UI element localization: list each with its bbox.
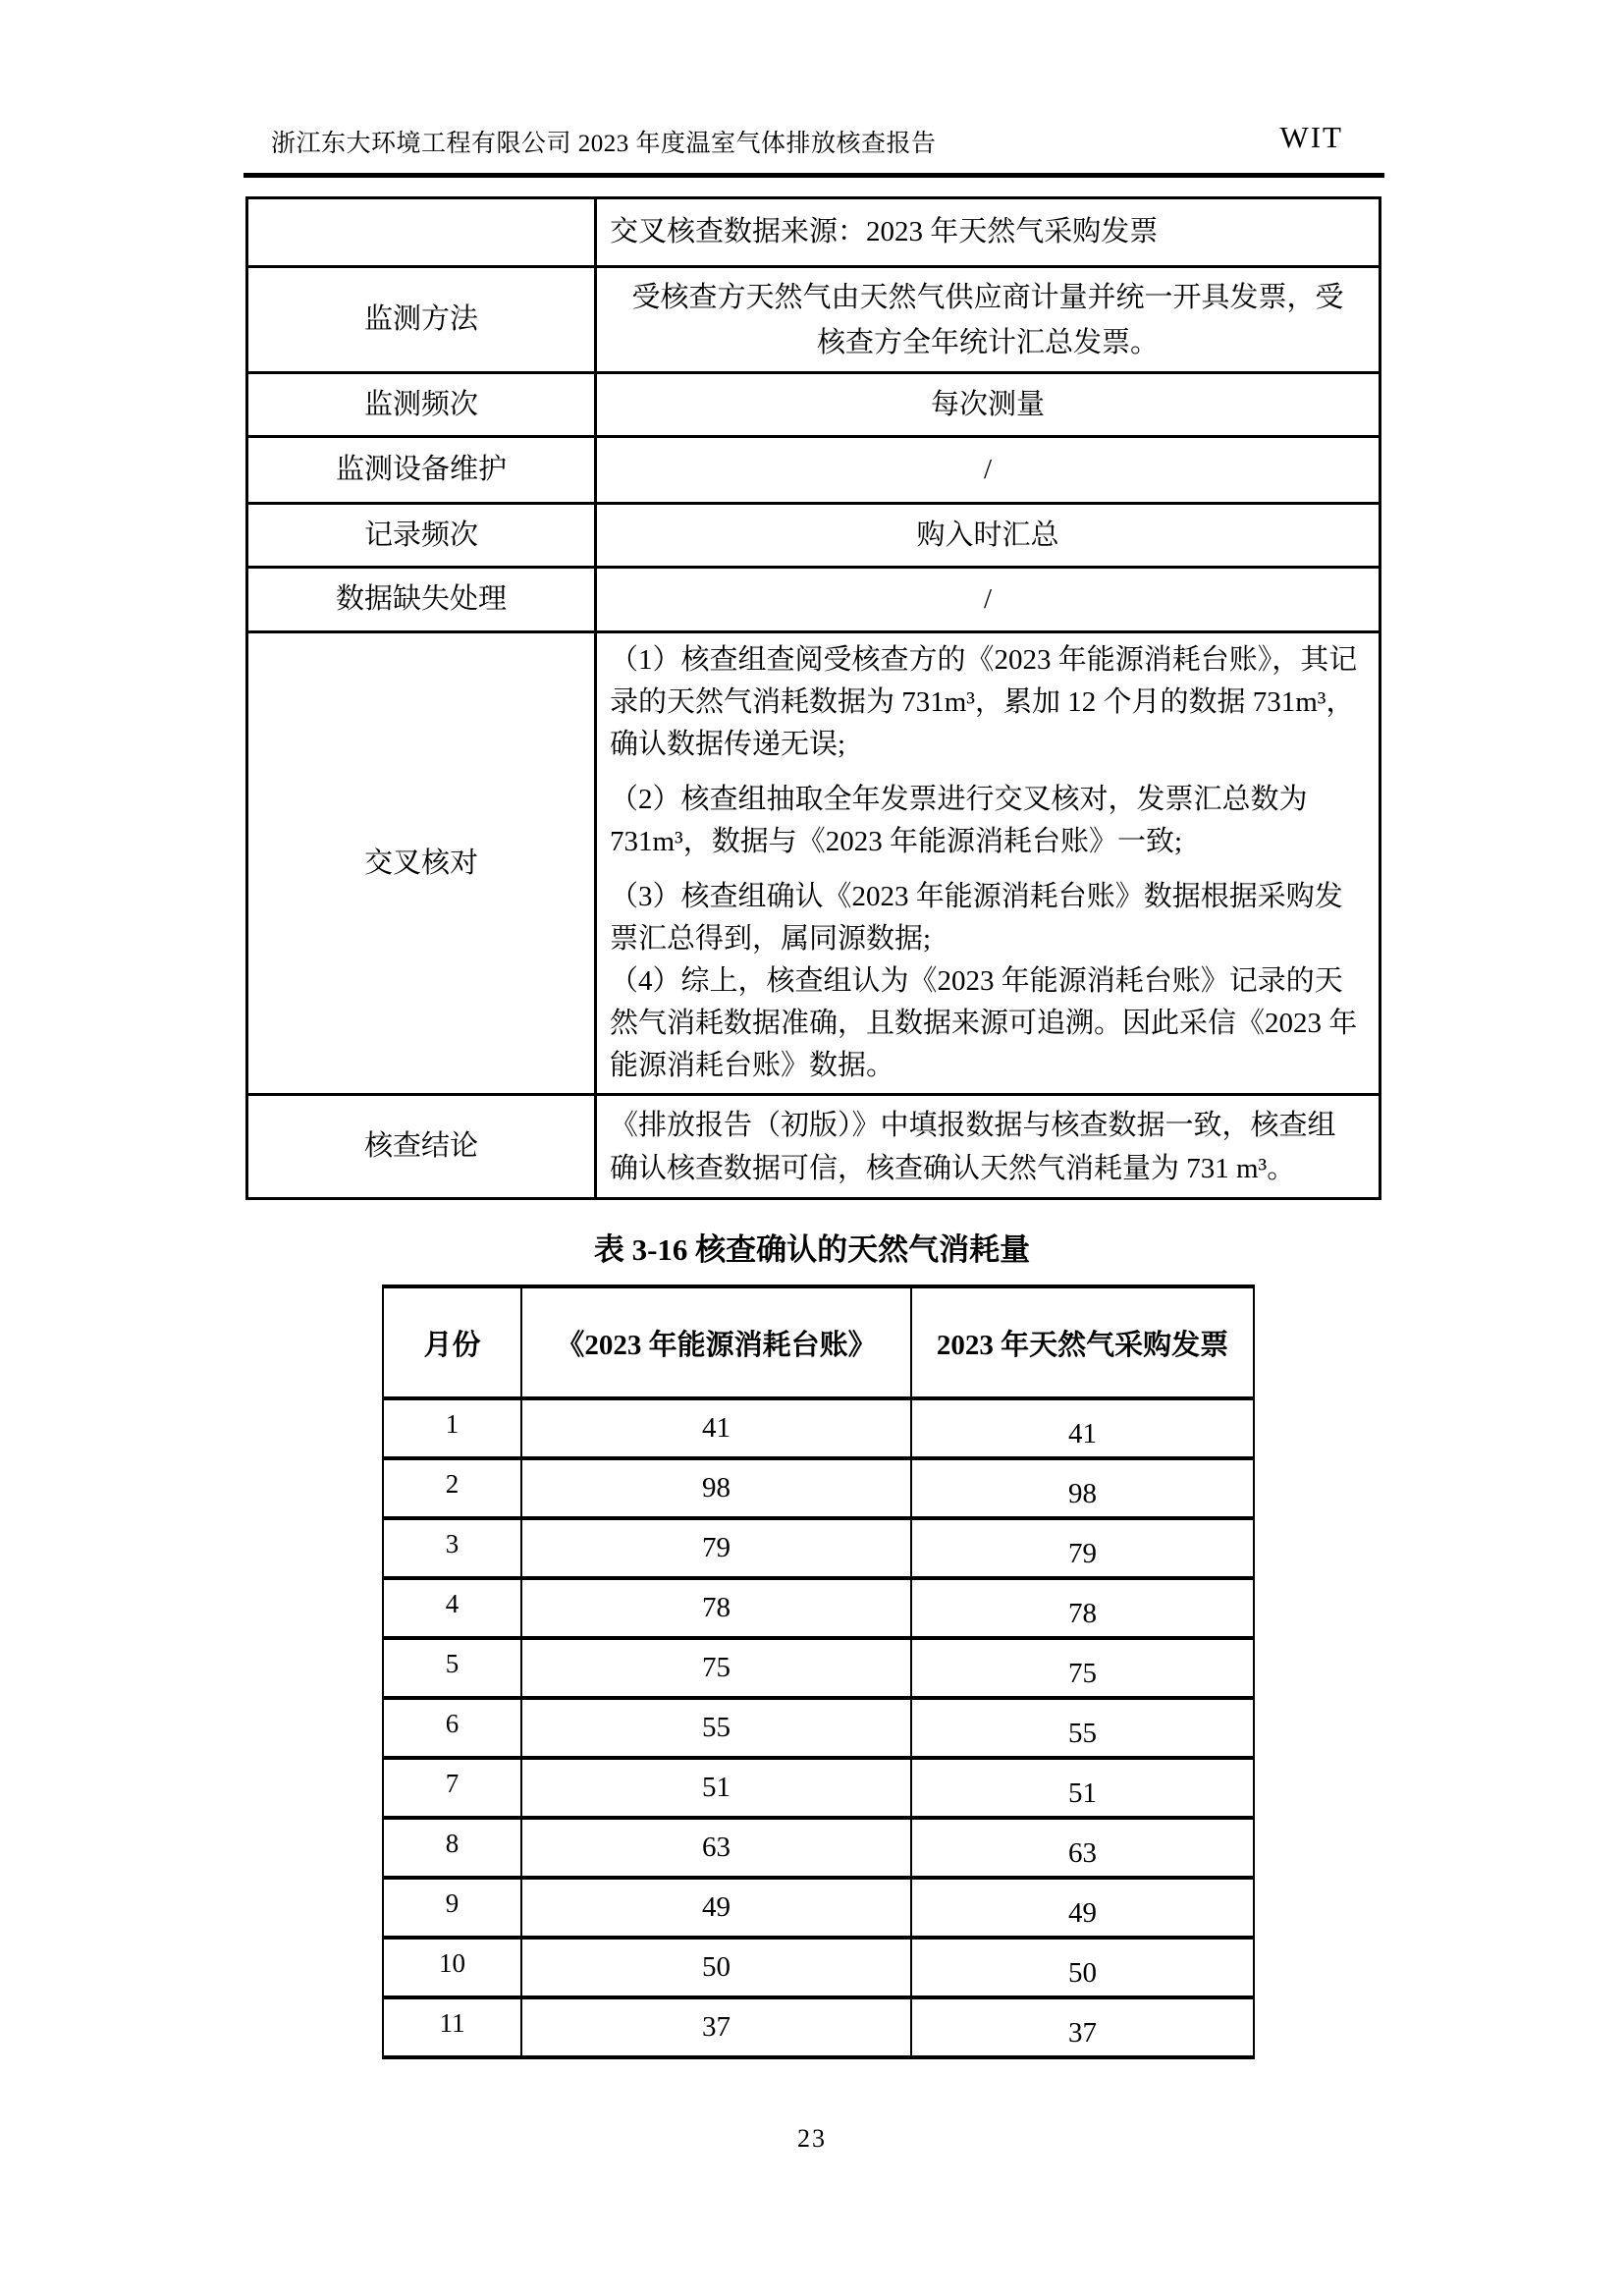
month-cell: 11: [383, 1997, 521, 2057]
row-value-cell: /: [596, 437, 1380, 504]
ledger-value-cell: 50: [521, 1938, 911, 1997]
table-row: [247, 437, 1380, 504]
month-cell: 10: [383, 1938, 521, 1997]
invoice-value-cell: 50: [911, 1938, 1254, 1997]
ledger-value-cell: 49: [521, 1878, 911, 1938]
month-cell: 1: [383, 1398, 521, 1458]
row-label-cell: 核查结论: [247, 1095, 596, 1199]
row-label-cell: 监测方法: [247, 267, 596, 373]
row-label-cell: [247, 198, 596, 267]
table-row: [383, 1638, 1254, 1698]
page-number: 23: [797, 2124, 827, 2153]
table-row: [383, 1938, 1254, 1997]
column-header-invoice: 2023 年天然气采购发票: [911, 1286, 1254, 1398]
row-value-cell: 购入时汇总: [596, 504, 1380, 568]
header-divider: [244, 173, 1384, 178]
column-header-ledger: 《2023 年能源消耗台账》: [521, 1286, 911, 1398]
month-cell: 4: [383, 1578, 521, 1638]
invoice-value-cell: 49: [911, 1878, 1254, 1938]
month-cell: 3: [383, 1518, 521, 1578]
cross-check-paragraph: （1）核查组查阅受核查方的《2023 年能源消耗台账》，其记录的天然气消耗数据为 731m³，累加 12 个月的数据 731m³，确认数据传递无误;: [610, 644, 1358, 760]
table-row: [247, 373, 1380, 437]
month-cell: 7: [383, 1758, 521, 1818]
page-header: [244, 116, 1384, 163]
table-row: [383, 1997, 1254, 2057]
row-value-cell: 交叉核查数据来源：2023 年天然气采购发票: [596, 198, 1380, 267]
ledger-value-cell: 41: [521, 1398, 911, 1458]
table-header-row: [383, 1286, 1254, 1398]
ledger-value-cell: 79: [521, 1518, 911, 1578]
invoice-value-cell: 78: [911, 1578, 1254, 1638]
month-cell: 8: [383, 1818, 521, 1878]
table-row: [383, 1878, 1254, 1938]
row-label-cell: 交叉核对: [247, 632, 596, 1095]
table-row: [383, 1578, 1254, 1638]
ledger-value-cell: 78: [521, 1578, 911, 1638]
table-row: [383, 1518, 1254, 1578]
month-cell: 2: [383, 1458, 521, 1518]
cross-check-paragraph: （3）核查组确认《2023 年能源消耗台账》数据根据采购发票汇总得到，属同源数据;: [610, 881, 1343, 955]
table-row: [383, 1758, 1254, 1818]
ledger-value-cell: 55: [521, 1698, 911, 1758]
gas-consumption-table: [382, 1285, 1255, 2059]
row-value-cell: [596, 632, 1380, 1095]
ledger-value-cell: 63: [521, 1818, 911, 1878]
ledger-value-cell: 51: [521, 1758, 911, 1818]
ledger-value-cell: 98: [521, 1458, 911, 1518]
table-row: [247, 568, 1380, 632]
cross-check-paragraph: （2）核查组抽取全年发票进行交叉核对，发票汇总数为 731m³，数据与《2023 年能源消耗台账》一致;: [610, 784, 1308, 857]
row-label-cell: 监测频次: [247, 373, 596, 437]
table-3-16-title: 表 3-16 核查确认的天然气消耗量: [593, 1232, 1031, 1267]
table-row: [247, 267, 1380, 373]
cross-check-paragraph: （4）综上，核查组认为《2023 年能源消耗台账》记录的天然气消耗数据准确，且数据来源可追溯。因此采信《2023 年能源消耗台账》数据。: [610, 965, 1358, 1081]
row-label-cell: 记录频次: [247, 504, 596, 568]
row-value-cell: 受核查方天然气由天然气供应商计量并统一开具发票，受核查方全年统计汇总发票。: [596, 267, 1380, 373]
row-value-cell: /: [596, 568, 1380, 632]
invoice-value-cell: 63: [911, 1818, 1254, 1878]
table-row: [383, 1818, 1254, 1878]
month-cell: 6: [383, 1698, 521, 1758]
row-label-cell: 数据缺失处理: [247, 568, 596, 632]
table-row: [383, 1458, 1254, 1518]
invoice-value-cell: 55: [911, 1698, 1254, 1758]
invoice-value-cell: 75: [911, 1638, 1254, 1698]
row-value-cell: 《排放报告（初版）》中填报数据与核查数据一致，核查组确认核查数据可信，核查确认天然气消耗量为 731 m³。: [596, 1095, 1380, 1199]
table-row: [247, 198, 1380, 267]
ledger-value-cell: 37: [521, 1997, 911, 2057]
invoice-value-cell: 79: [911, 1518, 1254, 1578]
table-row: [383, 1398, 1254, 1458]
monitoring-info-table: [245, 196, 1381, 1200]
month-cell: 5: [383, 1638, 521, 1698]
report-header-title: 浙江东大环境工程有限公司 2023 年度温室气体排放核查报告: [271, 131, 937, 157]
row-label-cell: 监测设备维护: [247, 437, 596, 504]
table-row: [383, 1698, 1254, 1758]
table-row: [247, 1095, 1380, 1199]
invoice-value-cell: 98: [911, 1458, 1254, 1518]
invoice-value-cell: 41: [911, 1398, 1254, 1458]
invoice-value-cell: 51: [911, 1758, 1254, 1818]
ledger-value-cell: 75: [521, 1638, 911, 1698]
month-cell: 9: [383, 1878, 521, 1938]
column-header-month: 月份: [383, 1286, 521, 1398]
wit-logo: WIT: [1279, 120, 1343, 154]
table-row: [247, 504, 1380, 568]
invoice-value-cell: 37: [911, 1997, 1254, 2057]
row-value-cell: 每次测量: [596, 373, 1380, 437]
table-row: [247, 632, 1380, 1095]
